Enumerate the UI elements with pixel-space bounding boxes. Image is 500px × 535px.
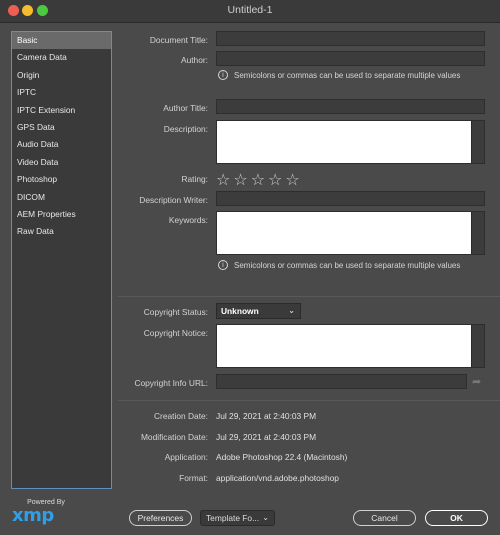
format-value: application/vnd.adobe.photoshop: [216, 473, 339, 483]
cancel-button[interactable]: Cancel: [353, 510, 416, 526]
info-icon: i: [218, 70, 228, 80]
category-sidebar: [11, 31, 112, 489]
sidebar-item-dicom[interactable]: DICOM: [17, 191, 45, 202]
star-3-icon[interactable]: ☆: [250, 170, 266, 189]
sidebar-item-camera-data[interactable]: Camera Data: [17, 52, 67, 63]
star-2-icon[interactable]: ☆: [233, 170, 248, 189]
copyright-notice-textarea[interactable]: [216, 324, 485, 368]
title-bar: [0, 0, 500, 23]
sidebar-item-origin[interactable]: Origin: [17, 69, 40, 80]
keywords-textarea[interactable]: [216, 211, 485, 255]
author-title-input[interactable]: [216, 99, 485, 114]
arrow-right-icon[interactable]: ➦: [472, 375, 482, 388]
sidebar-item-raw-data[interactable]: Raw Data: [17, 226, 54, 237]
chevron-down-icon: ⌄: [288, 306, 295, 315]
copyright-status-value: Unknown: [221, 306, 259, 316]
description-label: Description:: [163, 124, 208, 134]
modification-date-value: Jul 29, 2021 at 2:40:03 PM: [216, 432, 317, 442]
sidebar-item-audio-data[interactable]: Audio Data: [17, 139, 59, 150]
rating-label: Rating:: [181, 174, 208, 184]
author-title-label: Author Title:: [163, 103, 208, 113]
star-1-icon[interactable]: ☆: [216, 170, 231, 189]
chevron-down-icon: ⌄: [262, 513, 269, 522]
author-label: Author:: [180, 55, 208, 65]
rating-stars: [216, 170, 303, 189]
preferences-button[interactable]: Preferences: [129, 510, 192, 526]
application-label: Application:: [164, 452, 208, 462]
window-title: Untitled-1: [227, 4, 273, 16]
star-4-icon[interactable]: ☆: [268, 170, 283, 189]
sidebar-item-basic[interactable]: Basic: [12, 32, 111, 49]
xmp-logo: xmp: [12, 505, 54, 526]
sidebar-item-iptc-extension[interactable]: IPTC Extension: [17, 104, 76, 115]
sidebar-item-iptc[interactable]: IPTC: [17, 87, 37, 98]
sidebar-item-aem-properties[interactable]: AEM Properties: [17, 208, 76, 219]
copyright-status-label: Copyright Status:: [143, 307, 208, 317]
description-writer-label: Description Writer:: [139, 195, 208, 205]
template-folder-button[interactable]: [200, 510, 275, 526]
author-hint: Semicolons or commas can be used to separate multiple values: [234, 71, 461, 80]
application-value: Adobe Photoshop 22.4 (Macintosh): [216, 452, 348, 462]
copyright-notice-label: Copyright Notice:: [143, 328, 208, 338]
document-title-label: Document Title:: [149, 35, 208, 45]
section-divider: [118, 400, 500, 401]
copyright-status-select[interactable]: [216, 303, 301, 319]
sidebar-item-photoshop[interactable]: Photoshop: [17, 174, 58, 185]
keywords-hint: Semicolons or commas can be used to separate multiple values: [234, 261, 461, 270]
document-title-input[interactable]: [216, 31, 485, 46]
section-divider: [118, 296, 500, 297]
copyright-info-url-input[interactable]: [216, 374, 467, 389]
ok-button[interactable]: OK: [425, 510, 488, 526]
powered-by-text: Powered By: [27, 499, 65, 506]
sidebar-item-gps-data[interactable]: GPS Data: [17, 121, 55, 132]
template-folder-label: Template Fo...: [206, 513, 260, 523]
description-writer-input[interactable]: [216, 191, 485, 206]
copyright-info-url-label: Copyright Info URL:: [134, 378, 208, 388]
sidebar-item-video-data[interactable]: Video Data: [17, 156, 59, 167]
format-label: Format:: [179, 473, 208, 483]
description-textarea[interactable]: [216, 120, 485, 164]
modification-date-label: Modification Date:: [140, 432, 208, 442]
keywords-label: Keywords:: [168, 215, 208, 225]
author-input[interactable]: [216, 51, 485, 66]
info-icon: i: [218, 260, 228, 270]
creation-date-value: Jul 29, 2021 at 2:40:03 PM: [216, 411, 317, 421]
creation-date-label: Creation Date:: [154, 411, 208, 421]
star-5-icon[interactable]: ☆: [285, 170, 300, 189]
